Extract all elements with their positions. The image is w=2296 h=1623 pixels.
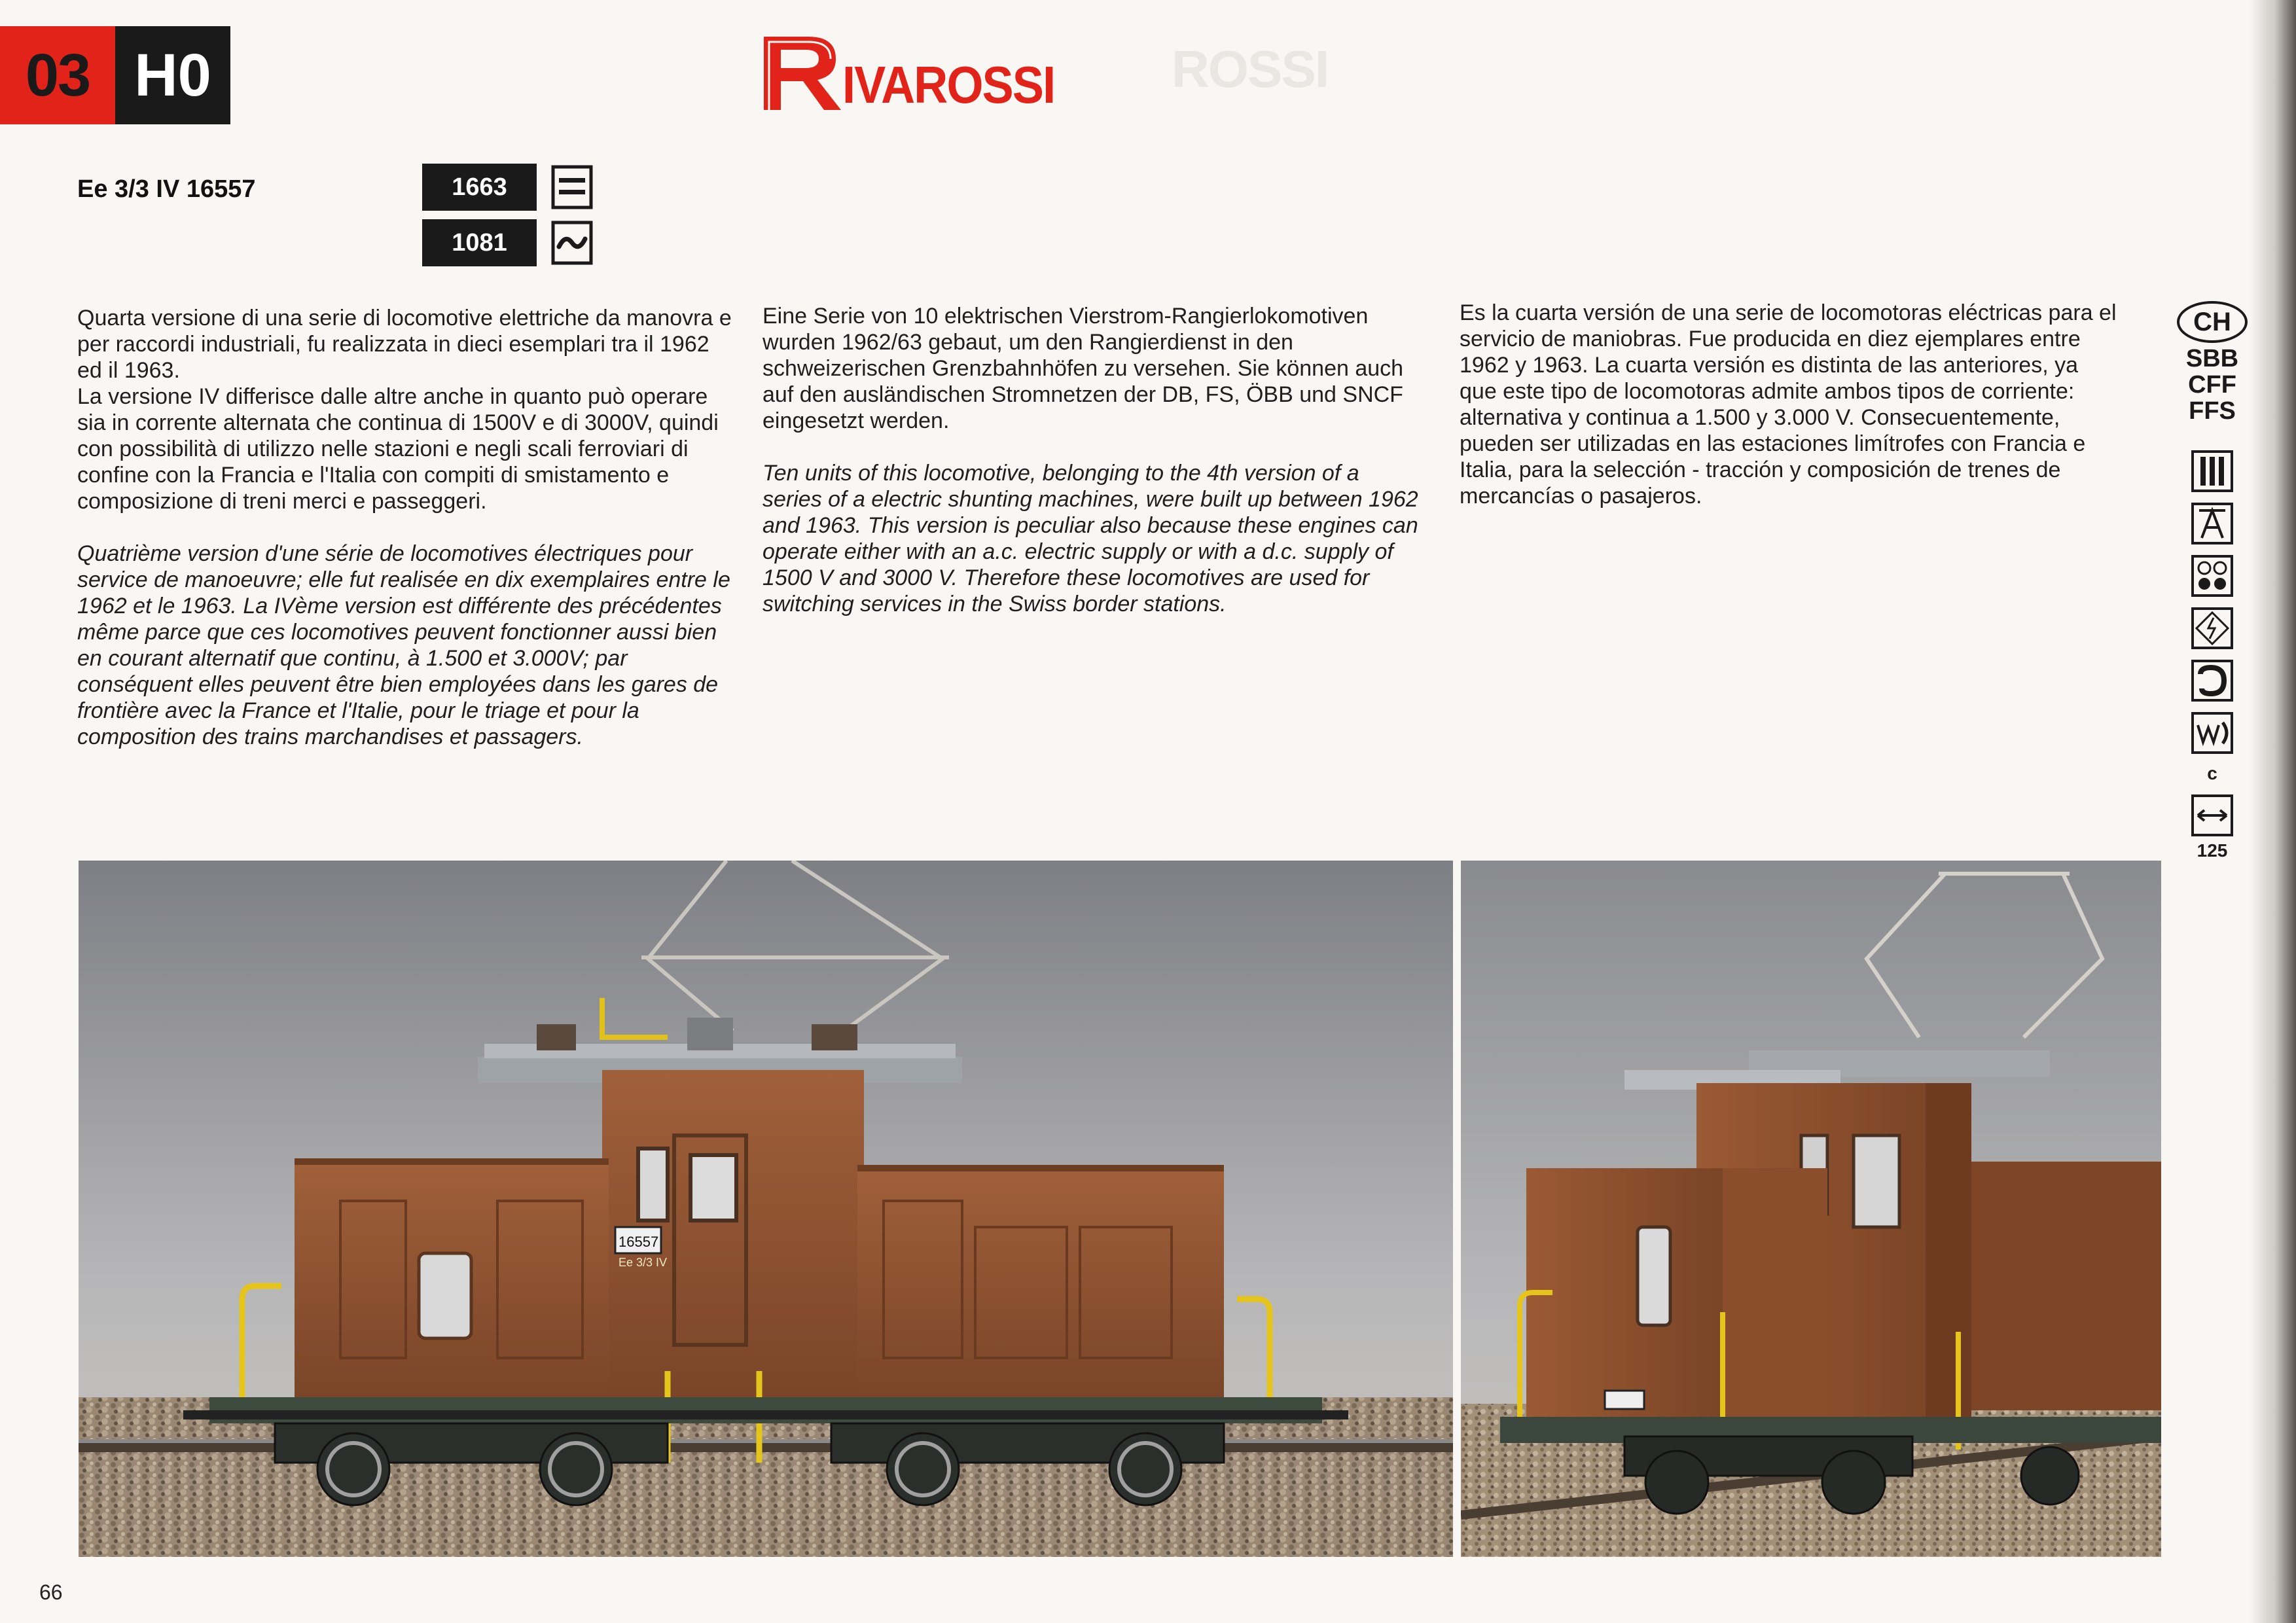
scale-label: H0: [115, 26, 230, 124]
length-value: 125: [2197, 840, 2228, 861]
epoch-iii-icon: [2191, 450, 2233, 492]
country-badge: CH: [2177, 301, 2248, 343]
logo-r-icon: [762, 33, 854, 111]
article-row-ac: [422, 219, 593, 266]
italian-description: Quarta versione di una serie di locomotive elettriche da manovra e per raccordi industriali, fu realizzata in dieci esemplari tra il 1962 ed il 1963. La versione IV differisce dalle altre anche in quanto può operare sia in corrente alternata che continua di 1500V e di 3000V, quindi con possibilità di utilizzo nelle stazioni e negli scali ferroviari di confine con la Francia e l'Italia con compiti di smistamento e composizione di treni merci e passeggeri.: [77, 306, 732, 514]
wheels-icon: [2191, 555, 2233, 597]
article-row-dc: [422, 164, 593, 211]
ac-current-icon: [551, 221, 593, 265]
spec-sidebar: [2173, 301, 2251, 861]
loco-class-plate: Ee 3/3 IV: [619, 1256, 668, 1269]
coupling-type-label: c: [2207, 763, 2217, 783]
english-description: Ten units of this locomotive, belonging to the 4th version of a series of a electric shunting machines, were built up between 1962 and 1963. This version is peculiar also because these engines can operate either with an a.c. electric supply or with a d.c. supply of 1500 V and 3000 V. Therefore these locomotives are used for switching services in the Swiss border stations.: [762, 461, 1418, 616]
text-column-it-fr: [77, 305, 738, 776]
text-column-es: [1460, 300, 2121, 535]
spanish-description: Es la cuarta versión de una serie de locomotoras eléctricas para el servicio de maniobras. Fue producida en diez ejemplares entre 1962 y 1963. La cuarta versión es distinta de las anteriores, ya que este tipo de locomotoras admite ambos tipos de corriente: alternativa y continua a 1.500 y 3.000 V. Consecuentemente, pueden ser utilizadas en las estaciones limítrofes con Francia e Italia, para la selección - tracción y composición de trenes de mercancías o pasajeros.: [1460, 300, 2117, 508]
railway-cff: CFF: [2188, 371, 2236, 399]
brand-name: IVAROSSI: [842, 56, 1055, 114]
dc-current-icon: [551, 165, 593, 209]
section-number: 03: [0, 26, 115, 124]
text-column-de-en: [762, 303, 1424, 643]
locomotive-front-photo: [1461, 861, 2161, 1557]
railway-sbb: SBB: [2185, 345, 2239, 372]
section-badge: [0, 26, 230, 124]
motor-icon: [2191, 712, 2233, 754]
binding-shadow: [2250, 0, 2296, 1623]
loco-number-plate: 16557: [619, 1234, 659, 1250]
french-description: Quatrième version d'une série de locomotives électriques pour service de manoeuvre; elle fut realisée en dix exemplaires entre le 1962 et le 1963. La IVème version est différente des précédentes même parce que ces locomotives peuvent fonctionner aussi bien en courant alternatif que continu, à 1.500 et 3.000V; par conséquent elles peuvent être bien employées dans les gares de frontière avec la France et l'Italie, pour le triage et pour la composition des trains marchandises et passagers.: [77, 541, 730, 749]
pantograph-icon: [2191, 503, 2233, 544]
railway-ffs: FFS: [2189, 397, 2236, 425]
model-title: Ee 3/3 IV 16557: [77, 175, 256, 203]
light-icon: [2191, 607, 2233, 649]
article-number: 1663: [422, 164, 537, 211]
length-icon: [2191, 794, 2233, 836]
german-description: Eine Serie von 10 elektrischen Vierstrom-Rangierlokomotiven wurden 1962/63 gebaut, um den Rangierdienst in den schweizerischen Grenzbahnhöfen zu versehen. Sie können auch auf den ausländischen Stromnetzen der DB, FS, ÖBB und SNCF eingesetzt werden.: [762, 304, 1404, 433]
coupling-icon: [2191, 660, 2233, 702]
article-number: 1081: [422, 219, 537, 266]
locomotive-side-photo: [79, 861, 1453, 1557]
rivarossi-logo: [762, 29, 1078, 114]
brand-ghost-print: ROSSI: [1172, 40, 1328, 98]
page-number: 66: [39, 1580, 63, 1604]
